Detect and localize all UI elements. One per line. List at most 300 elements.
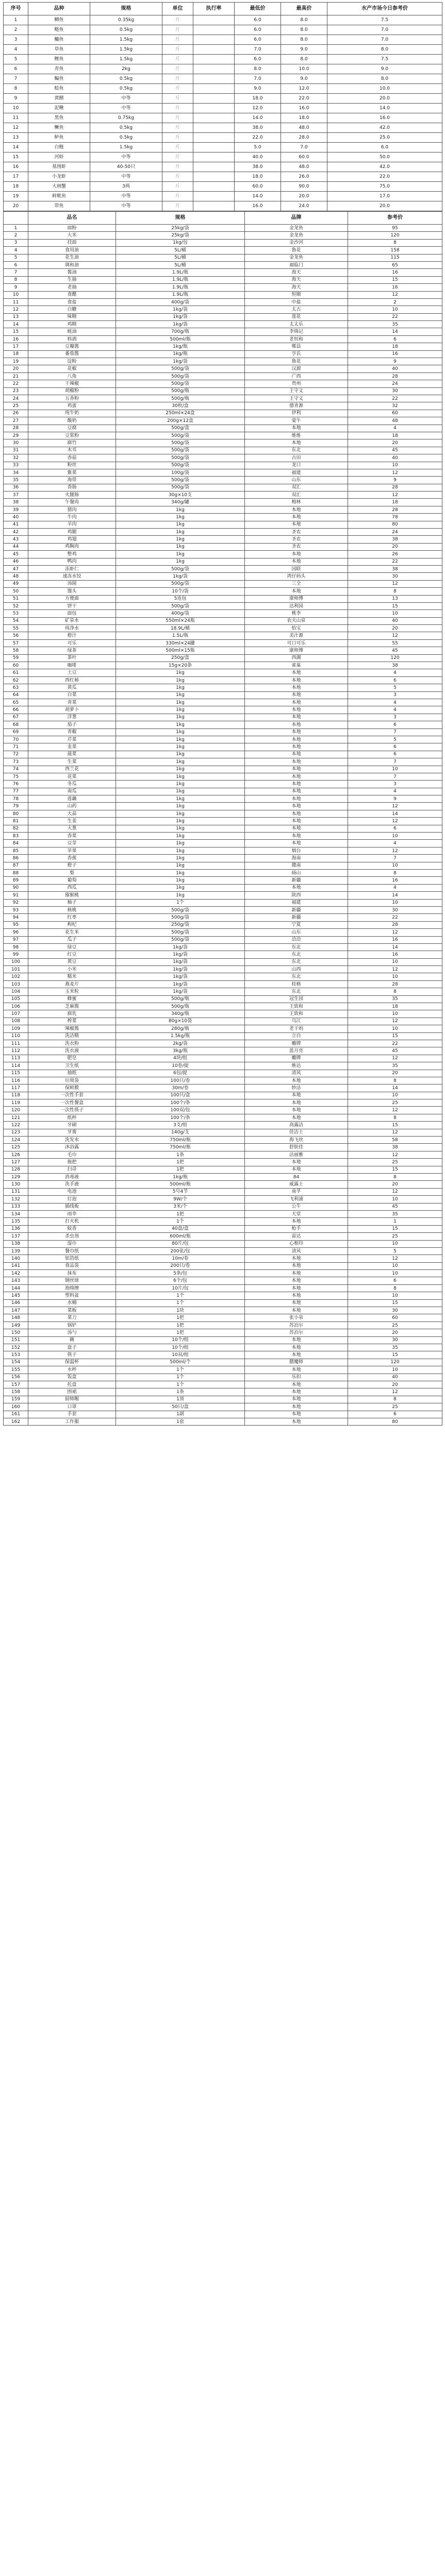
row-index: 162	[4, 1418, 28, 1425]
table-row	[4, 201, 442, 211]
table-cell: 1kg/瓶	[116, 350, 245, 358]
table-cell: 电池	[28, 1188, 116, 1195]
table-cell: 料酒	[28, 335, 116, 343]
table-cell: 500g/袋	[116, 477, 245, 484]
row-index: 83	[4, 833, 28, 840]
table-cell: 5.0	[235, 143, 281, 152]
table-cell: 500g/袋	[116, 454, 245, 462]
table-row	[4, 269, 442, 276]
table-cell: 榨菜	[28, 1018, 116, 1025]
table-cell: 菠菜	[28, 751, 116, 758]
row-index: 158	[4, 1388, 28, 1396]
table-cell: 本地	[245, 521, 348, 528]
row-index: 133	[4, 1203, 28, 1210]
table-row	[4, 1099, 442, 1107]
table-row	[4, 492, 442, 499]
table-cell: 9	[4, 94, 28, 104]
table-cell: 腐乳	[28, 1010, 116, 1018]
table-cell: 12	[348, 291, 442, 298]
table-cell: 3	[348, 691, 442, 699]
table-row	[4, 499, 442, 506]
table-row	[4, 1203, 442, 1210]
table-cell: 鲫鱼	[28, 15, 90, 25]
row-index: 96	[4, 929, 28, 936]
table-row	[4, 669, 442, 676]
table-cell: 鲤鱼	[28, 55, 90, 64]
table-cell: 1kg	[116, 506, 245, 513]
table-cell: 18.0	[235, 94, 281, 104]
table-row	[4, 1351, 442, 1359]
table-cell: 羊肉	[28, 521, 116, 528]
row-index: 65	[4, 699, 28, 706]
table-cell: 40	[348, 365, 442, 372]
table-cell: 雨伞	[28, 1210, 116, 1217]
table-cell: 250g/袋	[116, 921, 245, 928]
table-cell: 本地	[245, 1381, 348, 1388]
table-cell: 番茄酱	[28, 350, 116, 358]
table-cell: 35	[348, 1344, 442, 1351]
row-index: 50	[4, 588, 28, 595]
table-cell: 豆腐	[28, 425, 116, 432]
row-index: 151	[4, 1336, 28, 1344]
table-row	[4, 469, 442, 476]
row-index: 120	[4, 1107, 28, 1114]
table-cell: 本地	[245, 1166, 348, 1173]
table-cell: 水杯	[28, 1366, 116, 1374]
table-cell: 本地	[245, 699, 348, 706]
table-cell: 草鱼	[28, 45, 90, 55]
table-row	[4, 321, 442, 328]
table-cell: 8	[348, 588, 442, 595]
table-cell: 纯净水	[28, 625, 116, 632]
table-cell: 本地	[245, 1218, 348, 1225]
table-cell: 1kg	[116, 788, 245, 795]
table-cell: 7.5	[327, 55, 442, 64]
table-row	[4, 484, 442, 491]
table-row	[4, 833, 442, 840]
table-cell: 本地	[245, 1403, 348, 1411]
table-cell: 14.0	[327, 104, 442, 113]
table-cell: 本地	[245, 1344, 348, 1351]
table-cell: 15	[348, 1299, 442, 1307]
table-cell: 1kg	[116, 706, 245, 714]
table-cell: 中等	[90, 192, 162, 201]
table-cell: 20.0	[327, 94, 442, 104]
table-cell: 1	[4, 15, 28, 25]
table-row	[4, 45, 442, 55]
table-cell: 雷达	[245, 1233, 348, 1240]
table-row	[4, 699, 442, 706]
row-index: 46	[4, 558, 28, 565]
table-row	[4, 350, 442, 358]
table-cell: 10	[348, 1262, 442, 1269]
table-cell: 本地	[245, 1092, 348, 1099]
table-cell: 500g/袋	[116, 914, 245, 921]
table-cell: 柚子	[28, 899, 116, 906]
table-row	[4, 751, 442, 758]
row-index: 159	[4, 1396, 28, 1403]
row-index: 121	[4, 1114, 28, 1121]
table-cell: 黄鳝	[28, 94, 90, 104]
table-cell: 鸡翅	[28, 536, 116, 543]
row-index: 99	[4, 951, 28, 958]
table-cell: 生姜	[28, 818, 116, 825]
table-cell: 妙洁	[245, 1084, 348, 1092]
table-cell: 香菇	[28, 454, 116, 462]
table-cell: 1个	[116, 1299, 245, 1307]
table-cell: 挂面	[28, 239, 116, 246]
table-cell: 500ml/瓶	[116, 335, 245, 343]
row-index: 135	[4, 1218, 28, 1225]
table-cell: 1kg	[116, 847, 245, 854]
table-cell: 30	[348, 1336, 442, 1344]
table-cell: 杀虫剂	[28, 1233, 116, 1240]
table-cell: 22.0	[327, 172, 442, 182]
table-cell: 1kg	[116, 795, 245, 803]
table-cell: 750ml/瓶	[116, 1137, 245, 1144]
table-cell: 1kg	[116, 773, 245, 780]
table-cell	[193, 182, 235, 192]
table-cell: 糯米	[28, 973, 116, 980]
row-index: 29	[4, 432, 28, 439]
table-row	[4, 1181, 442, 1188]
table-cell: 王守义	[245, 395, 348, 402]
table-cell: 橙汁	[28, 632, 116, 639]
table-cell: 1个	[116, 1381, 245, 1388]
table-cell: 10卷/提	[116, 1062, 245, 1070]
table-cell: 西红柿	[28, 676, 116, 684]
table-cell: 1kg	[116, 862, 245, 869]
table-cell: 12	[348, 580, 442, 587]
table-row	[4, 1107, 442, 1114]
row-index: 58	[4, 647, 28, 654]
table-row	[4, 247, 442, 254]
table-row	[4, 529, 442, 536]
table-cell: 本地	[245, 1114, 348, 1121]
table-row	[4, 232, 442, 239]
table-cell: 国联	[245, 565, 348, 572]
table-row	[4, 239, 442, 246]
table-cell: 1个	[116, 1292, 245, 1299]
table-cell: 3支/组	[116, 1122, 245, 1129]
table-cell: 白菜	[28, 691, 116, 699]
table-row	[4, 1018, 442, 1025]
table-cell: 玉米粒	[28, 988, 116, 995]
table-cell: 花椒	[28, 365, 116, 372]
table-cell: 55	[348, 639, 442, 647]
table-row	[4, 417, 442, 425]
table-cell: 牙刷	[28, 1122, 116, 1129]
table-row	[4, 1292, 442, 1299]
table-cell: 鳙鱼	[28, 35, 90, 45]
table-cell: 4块/组	[116, 1055, 245, 1062]
table-cell: 垃圾袋	[28, 1077, 116, 1084]
table-cell: 28	[348, 372, 442, 380]
row-index: 155	[4, 1366, 28, 1374]
table-cell: 本地	[245, 766, 348, 773]
table-cell: 12	[348, 469, 442, 476]
table-cell: 1kg	[116, 691, 245, 699]
table-row	[4, 1025, 442, 1032]
table-cell: 洗发水	[28, 1137, 116, 1144]
table-cell: 20	[348, 543, 442, 550]
table-cell	[193, 74, 235, 84]
table-cell: 生菜	[28, 758, 116, 766]
row-index: 7	[4, 269, 28, 276]
table-cell: 1套	[116, 1418, 245, 1425]
table-cell	[193, 192, 235, 201]
row-index: 84	[4, 840, 28, 847]
table-cell: 7	[4, 74, 28, 84]
table-cell: 18.0	[235, 172, 281, 182]
table-cell: 95	[348, 225, 442, 232]
table-cell: 500g/袋	[116, 906, 245, 913]
row-index: 146	[4, 1299, 28, 1307]
table-cell: 本地	[245, 558, 348, 565]
table-cell: 本地	[245, 1099, 348, 1107]
table-cell: 18	[348, 432, 442, 439]
table-cell: 本地	[245, 669, 348, 676]
table-cell	[193, 55, 235, 64]
table-cell: 16.0	[327, 113, 442, 123]
table-cell: 18.9L/桶	[116, 625, 245, 632]
table-row	[4, 536, 442, 543]
table-cell: 1kg	[116, 558, 245, 565]
table-cell: 猕猴桃	[28, 892, 116, 899]
table-cell: 10m/卷	[116, 1255, 245, 1262]
row-index: 110	[4, 1032, 28, 1040]
table-cell: 550ml×24瓶	[116, 617, 245, 624]
table-cell: 8	[348, 1077, 442, 1084]
table-cell: 1kg	[116, 676, 245, 684]
row-index: 53	[4, 610, 28, 617]
table-cell: 1把	[116, 1166, 245, 1173]
table-cell: 抹布	[28, 1270, 116, 1277]
table-cell: 本地	[245, 833, 348, 840]
table-cell: 苹果	[28, 847, 116, 854]
table-row	[4, 639, 442, 647]
table-cell: 鲢鱼	[28, 25, 90, 35]
table-cell: 16.0	[235, 201, 281, 211]
table-cell: 12.0	[281, 84, 327, 94]
table-cell: 茄子	[28, 721, 116, 728]
table-cell: 本地	[245, 425, 348, 432]
table-cell: 12	[348, 1107, 442, 1114]
table-cell: 30枚/盒	[116, 402, 245, 410]
table-cell: 60	[348, 410, 442, 417]
table-cell: 冠生园	[245, 995, 348, 1003]
table-cell: 河虾	[28, 152, 90, 162]
table-cell: 15	[348, 1032, 442, 1040]
table-cell: 700g/瓶	[116, 328, 245, 335]
table-cell: 圣农	[245, 529, 348, 536]
table-cell: 金龙鱼	[245, 232, 348, 239]
table-cell: 200张/包	[116, 1247, 245, 1255]
table-cell: 本地	[245, 676, 348, 684]
table-cell: 本地	[245, 818, 348, 825]
table-cell: 45	[348, 447, 442, 454]
table-cell: 8.0	[327, 74, 442, 84]
row-index: 156	[4, 1374, 28, 1381]
table-cell: 矿泉水	[28, 617, 116, 624]
table-row	[4, 1359, 442, 1366]
table-cell: 钢丝球	[28, 1277, 116, 1284]
table-cell: 本地	[245, 1307, 348, 1314]
table-cell: 8	[348, 1114, 442, 1121]
row-index: 160	[4, 1403, 28, 1411]
row-index: 17	[4, 343, 28, 350]
table-cell: 双汇	[245, 492, 348, 499]
table-cell: 38	[348, 565, 442, 572]
table-cell: 本地	[245, 728, 348, 736]
table-cell: 蚊香	[28, 1225, 116, 1232]
table-cell: 基围虾	[28, 162, 90, 172]
table-cell: 78	[348, 514, 442, 521]
table-cell: 苏泊尔	[245, 1321, 348, 1329]
table-cell: 辣椒酱	[28, 1025, 116, 1032]
table-cell: 本地	[245, 781, 348, 788]
table-cell: 84	[245, 1174, 348, 1181]
table-cell: 本地	[245, 721, 348, 728]
table-cell: 面包	[28, 610, 116, 617]
table-cell: 雕牌	[245, 1055, 348, 1062]
table-cell: 本地	[245, 1107, 348, 1114]
table-cell: 东北	[245, 943, 348, 951]
row-index: 134	[4, 1210, 28, 1217]
table-cell: 42.0	[327, 123, 442, 133]
table-row	[4, 1411, 442, 1418]
table-row	[4, 1010, 442, 1018]
table-cell: 35	[348, 1062, 442, 1070]
table-cell: 16	[348, 951, 442, 958]
table-cell: 10个/组	[116, 1344, 245, 1351]
table-cell: 400g/袋	[116, 298, 245, 306]
table-cell: 1kg	[116, 551, 245, 558]
table-cell: 10	[348, 862, 442, 869]
table-cell: 1kg	[116, 810, 245, 817]
table-cell: 达利园	[245, 602, 348, 609]
table-cell: 65	[348, 261, 442, 268]
table-row	[4, 1336, 442, 1344]
table-row	[4, 284, 442, 291]
table-cell: 斤	[162, 64, 193, 74]
table-cell: 1个	[116, 899, 245, 906]
table-row	[4, 343, 442, 350]
row-index: 61	[4, 669, 28, 676]
table-row	[4, 684, 442, 691]
table-row	[4, 595, 442, 602]
row-index: 69	[4, 728, 28, 736]
table-row	[4, 610, 442, 617]
table-cell: 一次性餐盒	[28, 1099, 116, 1107]
row-index: 49	[4, 580, 28, 587]
table-cell: 1kg	[116, 714, 245, 721]
section1-header-cell: 最高价	[281, 3, 327, 15]
table-cell: 80	[348, 1418, 442, 1425]
table-cell: 中等	[90, 94, 162, 104]
table-cell: 18	[348, 1003, 442, 1010]
table-cell: 200g×12盒	[116, 417, 245, 425]
table-cell: 金龙鱼	[245, 254, 348, 261]
table-cell: 6	[348, 676, 442, 684]
table-cell: 45	[348, 1047, 442, 1055]
table-cell: 20	[348, 439, 442, 447]
table-cell: 香菜	[28, 833, 116, 840]
table-cell: 5L/桶	[116, 261, 245, 268]
table-cell: 500g/袋	[116, 929, 245, 936]
table-cell: 16	[348, 350, 442, 358]
table-cell: 香肠	[28, 484, 116, 491]
table-cell: 斤	[162, 201, 193, 211]
table-cell: 16	[4, 162, 28, 172]
row-index: 27	[4, 417, 28, 425]
table-cell: 汉源	[245, 365, 348, 372]
table-cell: 10	[348, 1025, 442, 1032]
table-cell: 10.0	[327, 84, 442, 94]
table-cell: 18	[348, 499, 442, 506]
table-row	[4, 825, 442, 832]
table-cell: 22.0	[281, 94, 327, 104]
table-cell: 1kg	[116, 529, 245, 536]
table-cell	[193, 143, 235, 152]
table-cell: 8	[348, 239, 442, 246]
table-row	[4, 1277, 442, 1284]
table-cell	[193, 35, 235, 45]
table-row	[4, 313, 442, 320]
table-row	[4, 55, 442, 64]
table-cell: 6.0	[235, 55, 281, 64]
table-cell: 福建	[245, 469, 348, 476]
table-cell: 11	[4, 113, 28, 123]
table-cell: 7	[348, 728, 442, 736]
table-cell: 500g/瓶	[116, 1003, 245, 1010]
table-cell: 宁夏	[245, 921, 348, 928]
table-cell: 22	[348, 1040, 442, 1047]
table-cell	[193, 64, 235, 74]
table-row	[4, 1188, 442, 1195]
table-cell: 洋葱	[28, 714, 116, 721]
row-index: 78	[4, 795, 28, 803]
table-row	[4, 1270, 442, 1277]
table-cell: 酱油	[28, 269, 116, 276]
table-cell: 20	[348, 1329, 442, 1336]
table-cell: 蓝月亮	[245, 1047, 348, 1055]
table-cell: 恒顺	[245, 291, 348, 298]
table-cell: 湾仔码头	[245, 573, 348, 580]
table-cell: 500g/袋	[116, 565, 245, 572]
table-row	[4, 143, 442, 152]
table-cell: 海南	[245, 855, 348, 862]
table-cell: 大米	[28, 232, 116, 239]
row-index: 123	[4, 1129, 28, 1136]
table-cell: 山东	[245, 477, 348, 484]
table-cell	[193, 162, 235, 172]
table-cell: 维达	[245, 1062, 348, 1070]
table-cell: 雀巢	[245, 662, 348, 669]
table-row	[4, 884, 442, 891]
table-cell: 250g/盒	[116, 654, 245, 662]
table-row	[4, 477, 442, 484]
row-index: 9	[4, 284, 28, 291]
table-cell: 本地	[245, 810, 348, 817]
row-index: 119	[4, 1099, 28, 1107]
table-cell: 20.0	[281, 192, 327, 201]
table-cell: 8.0	[281, 55, 327, 64]
row-index: 15	[4, 328, 28, 335]
table-row	[4, 943, 442, 951]
table-cell: 500g/袋	[116, 484, 245, 491]
row-index: 63	[4, 684, 28, 691]
